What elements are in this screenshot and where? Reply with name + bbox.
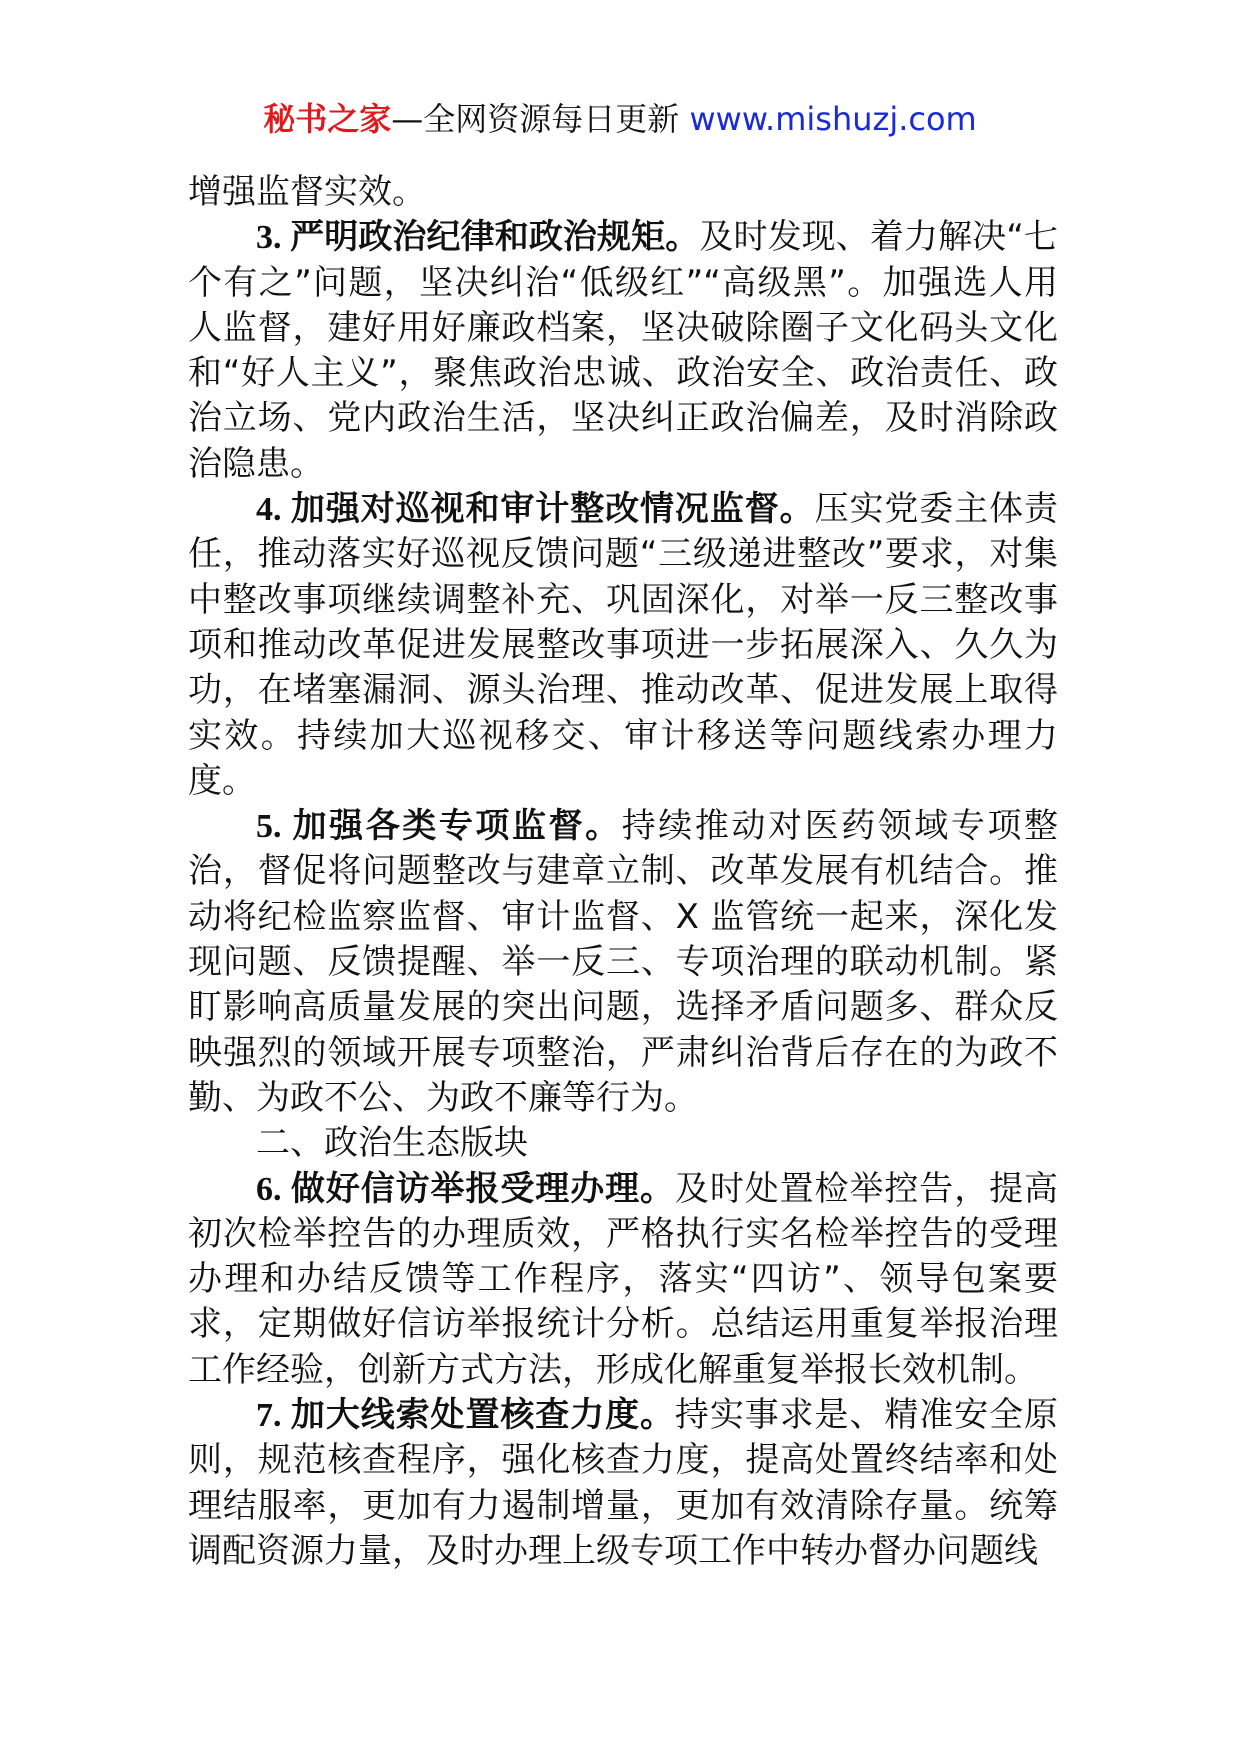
item-text: 及时处置检举控告，提高初次检举控告的办理质效，严格执行实名检举控告的受理办理和办结反馈等工作程序，落实“四访”、领导包案要求，定期做好信访举报统计分析。总结运用重复举报治理工作经验，创新方式方法，形成化解重复举报长效机制。 — [188, 1168, 1059, 1390]
item-6 — [188, 1167, 1058, 1393]
item-4 — [188, 487, 1058, 804]
header-tagline: —全网资源每日更新 — [391, 100, 690, 138]
item-lead: 加强对巡视和审计整改情况监督。 — [290, 489, 815, 530]
item-number: 5. — [256, 808, 293, 846]
item-number: 7. — [256, 1397, 291, 1435]
item-text: 持续推动对医药领域专项整治，督促将问题整改与建章立制、改革发展有机结合。推动将纪检监察监督、审计监督、X 监管统一起来，深化发现问题、反馈提醒、举一反三、专项治理的联动机制。紧盯影响高质量发展的突出问题，选择矛盾问题多、群众反映强烈的领域开展专项整治，严肃纠治背后存在的为政不勤、为政不公、为政不廉等行为。 — [188, 806, 1059, 1118]
item-5 — [188, 804, 1058, 1121]
item-text: 压实党委主体责任，推动落实好巡视反馈问题“三级递进整改”要求，对集中整改事项继续调整补充、巩固深化，对举一反三整改事项和推动改革促进发展整改事项进一步拓展深入、久久为功，在堵塞漏洞、源头治理、推动改革、促进发展上取得实效。持续加大巡视移交、审计移送等问题线索办理力度。 — [188, 489, 1059, 801]
item-lead: 加强各类专项监督。 — [292, 806, 622, 847]
item-number: 4. — [256, 491, 291, 529]
item-lead: 加大线索处置核查力度。 — [290, 1395, 675, 1436]
item-lead: 严明政治纪律和政治规矩。 — [290, 217, 700, 258]
item-lead: 做好信访举报受理办理。 — [290, 1168, 675, 1209]
document-body — [188, 170, 1058, 1574]
item-number: 3. — [256, 219, 291, 257]
item-3 — [188, 215, 1058, 487]
item-text: 持实事求是、精准安全原则，规范核查程序，强化核查力度，提高处置终结率和处理结服率，更加有力遏制增量，更加有效清除存量。统筹调配资源力量，及时办理上级专项工作中转办督办问题线 — [188, 1395, 1059, 1571]
item-text: 及时发现、着力解决“七个有之”问题，坚决纠治“低级红”“高级黑”。加强选人用人监督，建好用好廉政档案，坚决破除圈子文化码头文化和“好人主义”，聚焦政治忠诚、政治安全、政治责任、政治立场、党内政治生活，坚决纠正政治偏差，及时消除政治隐患。 — [188, 217, 1059, 484]
paragraph-continuation: 增强监督实效。 — [188, 172, 426, 212]
section-heading: 二、政治生态版块 — [256, 1123, 528, 1164]
item-7 — [188, 1393, 1058, 1574]
site-url-link[interactable]: www.mishuzj.com — [689, 100, 977, 138]
page-header — [0, 98, 1240, 140]
brand-name: 秘书之家 — [263, 100, 392, 138]
item-number: 6. — [256, 1170, 291, 1208]
